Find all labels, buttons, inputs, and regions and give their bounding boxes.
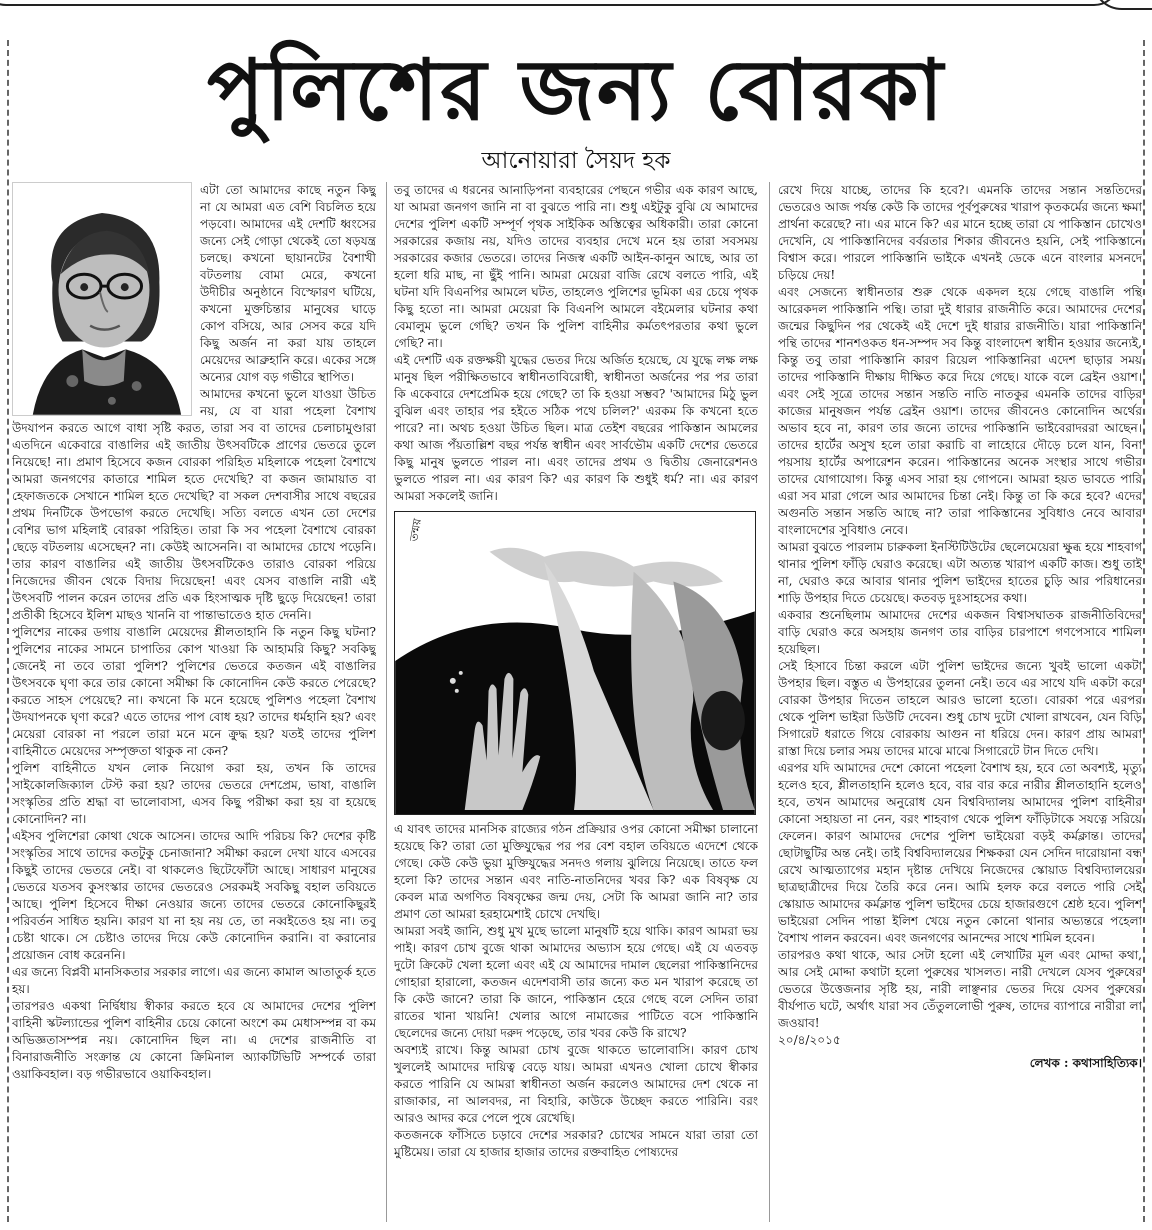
paragraph: আমরা সবই জানি, শুধু মুখ মুছে ভালো মানুষটি হয়ে থাকি। কারণ আমরা ভয় পাই। কারণ চোখ বুজে থাকা আমাদের অভ্যাস হয়ে গেছে। এই যে এতবড় দুটো ক্রিকেট খেলা হলো এবং এই যে আমাদের দামাল ছেলেরা পাকিস্তানিদের গোহারা হারালো, কতজন এদেশবাসী তার জন্যে কত মন খারাপ করেছে তা কি কেউ জানে? তারা কি জানে, পাকিস্তান হেরে গেছে বলে সেদিন তারা রাতের খানা খায়নি! খেলার আগে নামাজের পাটিতে বসে পাকিস্তানি ছেলেদের জন্যে দোয়া দরুদ পড়েছে, তার খবর কেউ কি রাখে? (394, 924, 758, 1040)
column-2 (394, 182, 758, 1230)
sign-role: কথাসাহিত্যিক। (1072, 1056, 1142, 1070)
paragraph: রেখে দিয়ে যাচ্ছে, তাদের কি হবে?। এমনকি তাদের সন্তান সন্ততিদের ভেতরেও আজ পর্যন্ত কেউ কি তাদের পূর্বপুরুষের খারাপ কৃতকর্মের জন্যে ক্ষমা প্রার্থনা করেছে? না। এর মানে কি? এর মানে হচ্ছে তারা যে পাকিস্তান চোখেও দেখেনি, যে পাকিস্তানিদের বর্বরতার শিকার জীবনেও হয়নি, সেই পাকিস্তানে বিশ্বাস করে। পারলে পাকিস্তানি ভাইকে এখনই ডেকে এনে বাংলার মসনদে চড়িয়ে দেয়! (778, 183, 1142, 282)
cut-line-right (1143, 40, 1145, 1222)
paragraph: কতজনকে ফাঁসিতে চড়াবে দেশের সরকার? চোখের সামনে যারা তারা তো মুষ্টিমেয়। তারা যে হাজার হাজার তাদের রক্তবাহিত পোষ্যদের (394, 1128, 758, 1159)
column-1 (12, 182, 376, 1230)
cartoon-illustration (394, 511, 756, 815)
paragraph: এইসব পুলিশেরা কোথা থেকে আসেন। তাদের আদি পরিচয় কি? দেশের কৃষ্টি সংস্কৃতির সাথে তাদের কতটুকু চেনাজানা? সমীক্ষা করলে দেখা যাবে এসবের কিছুই তাদের ভেতরে নেই। বা থাকলেও ছিটেফোঁটা আছে। সাধারণ মানুষের ভেতরে যতসব কুসংস্কার তাদের ভেতরেও সেরকমই সবকিছু বহাল তবিয়তে আছে। পুলিশ হিসেবে দীক্ষা নেওয়ার জন্যে তাদের ভেতরে কোনোকিছুরই পরিবর্তন সাধিত হয়নি। কারণ যা না হয় নয় তে, তা নব্বইতেও হয় না। তবু চেষ্টা থাকে। সে চেষ্টাও তাদের দিয়ে কেউ কোনোদিন করানি। বা করানোর প্রয়োজন বোধ করেননি। (12, 829, 376, 962)
paragraph: পুলিশ বাহিনীতে যখন লোক নিয়োগ করা হয়, তখন কি তাদের সাইকোলজিক্যাল টেস্ট করা হয়? তাদের ভেতরে দেশপ্রেম, ভাষা, বাঙালি সংস্কৃতির প্রতি শ্রদ্ধা বা ভালোবাসা, এসব কিছু পরীক্ষা করা হয় বা হয়েছে কোনোদিন? না। (12, 761, 376, 826)
headline: পুলিশের জন্য বোরকা (207, 41, 945, 139)
paragraph: এই দেশটি এক রক্তক্ষয়ী যুদ্ধের ভেতর দিয়ে অর্জিত হয়েছে, যে যুদ্ধে লক্ষ লক্ষ মানুষ ছিল পরীক্ষিতভাবে স্বাধীনতাবিরোধী, স্বাধীনতা অর্জনের পর পর তারা কি একেবারে দেশপ্রেমিক হয়ে গেছে? তা কি হওয়া সম্ভব? 'আমাদের মিঠু ভুল বুঝিল এবং তাহার পর হইতে সঠিক পথে চলিল?' এরকম কি কখনো হতে পারে? না। অথচ হওয়া উচিত ছিল। মাত্র তেইশ বছরের পাকিস্তান আমলের কথা আজ পঁয়তাল্লিশ বছর পর্যন্ত স্বাধীন এবং সার্বভৌম একটি দেশের ভেতরে কিছু মানুষ ভুলতে পারল না। এবং তাদের প্রথম ও দ্বিতীয় জেনারেশনও ভুলতে পারল না। এর কারণ কি? এর কারণ কি শুধুই ধর্ম? না। এর কারণ আমরা সকলেই জানি। (394, 353, 758, 503)
paragraph: সেই হিসাবে চিন্তা করলে এটা পুলিশ ভাইদের জন্যে খুবই ভালো একটা উপহার ছিল। বস্তুত এ উপহারের তুলনা নেই। তবে এর সাথে যদি একটা করে বোরকা উপহার দিতেন তাহলে আরও ভালো হতো। বোরকা পরে এরপর থেকে পুলিশ ভাইরা ডিউটি দেবেন। শুধু চোখ দুটো খোলা রাখবেন, যেন বিড়ি সিগারেট ধরাতে গিয়ে বোরকায় আগুন না ধরিয়ে দেন। কারণ প্রায় আমরা রাস্তা দিয়ে চলার সময় তাদের মাঝে মাঝে সিগারেটে টান দিতে দেখি। (778, 659, 1142, 758)
column-rule (386, 182, 387, 1222)
paragraph: একবার শুনেছিলাম আমাদের দেশের একজন বিশ্বাসঘাতক রাজনীতিবিদের বাড়ি ঘেরাও করে অসহায় জনগণ তার বাড়ির চারপাশে গণপেসাবে শামিল হয়েছিল। (778, 608, 1142, 656)
page-frame-top (0, 0, 1120, 6)
sign-label: লেখক : (1029, 1056, 1069, 1070)
paragraph: অবশ্যই রাখে। কিন্তু আমরা চোখ বুজে থাকতে ভালোবাসি। কারণ চোখ খুললেই আমাদের দায়িত্ব বেড়ে যায়। আমরা এখনও খোলা চোখে স্বীকার করতে পারিনি যে আমরা স্বাধীনতা অর্জন করলেও আমাদের দেশ থেকে না রাজাকার, না আলবদর, না বিহারি, কাউকে উচ্ছেদ করতে পারিনি। বরং আরও আদর করে পেলে পুষে রেখেছি। (394, 1043, 758, 1125)
author-portrait (12, 182, 192, 416)
column-rule (769, 182, 770, 1222)
author-byline: আনোয়ারা সৈয়দ হক (481, 148, 671, 174)
column-3 (778, 182, 1142, 1230)
paragraph: আমাদের কখনো ভুলে যাওয়া উচিত নয়, যে বা যারা পহেলা বৈশাখ উদযাপন করতে আগে বাধা সৃষ্টি করত, তারা সব বা তাদের চেলাচামুণ্ডারা এতদিনে একেবারে বাঙালির এই জাতীয় উৎসবটিকে প্রাণের ভেতরে তুলে নিয়েছে! না। প্রমাণ হিসেবে কজন বোরকা পরিহিত মহিলাকে পহেলা বৈশাখে আমরা জনগণের কাতারে শামিল হতে দেখেছি? বা কজন জামায়াত বা হেফাজতকে সেখানে শামিল হতে দেখেছি? বা সকল দেশবাসীর সাথে বছরের প্রথম দিনটিকে উপভোগ করতে দেখেছি। সত্যি বলতে এখন তো দেশের বেশির ভাগ মহিলাই বোরকা পরিহিত। তারা কি সব পহেলা বৈশাখে বোরকা ছেড়ে বটতলায় এসেছেন? না। কেউই আসেননি। বা আমাদের চোখে পড়েনি। তার কারণ বাঙালির এই জাতীয় উৎসবটিকেও তারাও বোরকা পরিয়ে নিজেদের জীবন থেকে বিদায় দিয়েছেন! এবং যেসব বাঙালি নারী এই উৎসবটি পালন করেন তাদের প্রতি এক হিংসাত্মক দৃষ্টি ছুড়ে দিয়েছেন! তারা প্রতীকী হিসেবে ইলিশ মাছও খাননি বা পান্তাভাতেও হাত দেননি। (12, 387, 376, 622)
paragraph: পুলিশের নাকের ডগায় বাঙালি মেয়েদের শ্লীলতাহানি কি নতুন কিছু ঘটনা? পুলিশের নাকের সামনে চাপাতির কোপ খাওয়া কি আহামরি কিছু? সবকিছু জেনেই না তবে তারা পুলিশ? পুলিশের ভেতরে কতজন এই বাঙালির উৎসবকে ঘৃণা করে তার কোনো সমীক্ষা কি কোনোদিন কেউ করতে পেরেছে? করতে সাহস পেয়েছে? না। কখনো কি মনে হয়েছে পুলিশও পহেলা বৈশাখ উদযাপনকে ঘৃণা করে? এতে তাদের পাপ বোধ হয়? তাদের ধর্মহানি হয়? এবং মেয়েরা বোরকা না পরলে তারা মনে মনে ক্রুদ্ধ হয়? যতই তাদের পুলিশ বাহিনীতে মেয়েদের সম্পৃক্ততা থাকুক না কেন? (12, 625, 376, 758)
paragraph: এটা তো আমাদের কাছে নতুন কিছু না যে আমরা এত বেশি বিচলিত হয়ে পড়বো। আমাদের এই দেশটি ধ্বংসের জন্যে সেই গোড়া থেকেই তো ষড়যন্ত্র চলছে। কখনো ছায়ানটের বৈশাখী বটতলায় বোমা মেরে, কখনো উদীচীর অনুষ্ঠানে বিস্ফোরণ ঘটিয়ে, কখনো মুক্তচিন্তার মানুষের ঘাড়ে কোপ বসিয়ে, আর সেসব করে যদি কিছু অর্জন না করা যায় তাহলে মেয়েদের আব্রুহানি করে। একের সঙ্গে অন্যের যোগ বড় গভীরে স্থাপিত। (200, 183, 376, 384)
cut-line-left (7, 40, 9, 1222)
paragraph: তারপরও কথা থাকে, আর সেটা হলো এই লেখাটির মূল এবং মোদ্দা কথা, আর সেই মোদ্দা কথাটা হলো পুরুষের খাসলত। নারী দেখলে যেসব পুরুষের ভেতরে উত্তেজনার সৃষ্টি হয়, নারী লাঞ্ছনার ভেতর দিয়ে যেসব পুরুষের বীর্যপাত ঘটে, অর্থাৎ যারা সব তেঁতুললোভী পুরুষ, তাদের ব্যাপারে নারীরা লা জওয়াব! (778, 948, 1142, 1030)
paragraph: এরপর যদি আমাদের দেশে কোনো পহেলা বৈশাখ হয়, হবে তো অবশ্যই, মৃত্যু হলেও হবে, শ্লীলতাহানি হলেও হবে, বার বার করে নারীর শ্লীলতাহানি হলেও হবে, তখন আমাদের অনুরোধ যেন বিশ্ববিদ্যালয় আমাদের পুলিশ বাহিনীর কোনো সহায়তা না নেন, বরং শাহবাগ থেকে পুলিশ ফাঁড়িটাকে সযত্নে সরিয়ে ফেলেন। কারণ আমাদের দেশের পুলিশ ভাইয়েরা বড়ই কর্মক্লান্ত। তাদের ছোটাছুটির অন্ত নেই। তাই বিশ্ববিদ্যালয়ের শিক্ষকরা যেন সেদিন দারোয়ানা বন্ধ রেখে আত্মত্যাগের মহান দৃষ্টান্ত দেখিয়ে নিজেদের স্কোয়াড বিশ্ববিদ্যালয়ের ছাত্রছাত্রীদের দিয়ে তৈরি করে নেন। আমি হলফ করে বলতে পারি সেই স্কোয়াড আমাদের কর্মক্লান্ত পুলিশ ভাইদের চেয়ে হাজারগুণে শ্রেষ্ঠ হবে। পুলিশ ভাইয়েরা সেদিন পান্তা ইলিশ খেয়ে নতুন কোনো থানার অভ্যন্তরে পহেলা বৈশাখ পালন করবেন। এবং জনগণের আনন্দের সাথে শামিল হবেন। (778, 761, 1142, 945)
author-sign (778, 1055, 1142, 1072)
date: ২০/৪/২০১৫ (778, 1033, 841, 1047)
illustrator-signature: তন্ময় (407, 517, 424, 543)
paragraph: আমরা বুঝতে পারলাম চারুকলা ইনস্টিটিউটের ছেলেমেয়েরা ক্ষুব্ধ হয়ে শাহবাগ থানার পুলিশ ফাঁড়ি ঘেরাও করেছে। এটা অত্যন্ত খারাপ একটি কাজ। শুধু তাই না, ঘেরাও করে আবার থানার পুলিশ ভাইদের হাতের চুড়ি আর পরিধানের শাড়ি উপহার দিতে চেয়েছে। কতবড় দুঃসাহসের কথা। (778, 540, 1142, 605)
paragraph: এর জন্যে বিপ্লবী মানসিকতার সরকার লাগে। এর জন্যে কামাল আতাতুর্ক হতে হয়। (12, 965, 376, 996)
paragraph: তারপরও একথা নির্দ্বিধায় স্বীকার করতে হবে যে আমাদের দেশের পুলিশ বাহিনী স্কটল্যান্ডের পুলিশ বাহিনীর চেয়ে কোনো অংশে কম মেধাসম্পন্ন বা কম অভিজ্ঞতাসম্পন্ন নয়। কোনোদিন ছিল না। এ দেশের রাজনীতি বা বিনারাজনীতি সংক্রান্ত যে কোনো ক্রিমিনাল অ্যাকটিভিটি সম্পর্কে তারা ওয়াকিবহাল। বড় গভীরভাবে ওয়াকিবহাল। (12, 999, 376, 1081)
paragraph: এবং সেজন্যে স্বাধীনতার শুরু থেকে একদল হয়ে গেছে বাঙালি পন্থি আরেকদল পাকিস্তানি পন্থি। তারা দুই ধারার রাজনীতি করে। আমাদের দেশের জন্মের কিছুদিন পর থেকেই এই দেশে দুই ধারার রাজনীতি। যারা পাকিস্তানি পন্থি তাদের শানশওকত ধন-সম্পদ সব কিন্তু বাংলাদেশ স্বাধীন হওয়ার জন্যেই, কিন্তু তবু তারা পাকিস্তানি কারণ রিয়েল পাকিস্তানিরা এদেশ ছাড়ার সময় তাদের পাকিস্তানি দীক্ষায় দীক্ষিত করে দিয়ে গেছে। যাকে বলে ব্রেইন ওয়াশ। এবং সেই সূত্রে তাদের সন্তান সন্ততি নাতি নাতকুর এমনকি তাদের বাড়ির কাজের মানুষজন পর্যন্ত ব্রেইন ওয়াশ। তাদের জীবনেও কোনোদিন অর্থের অভাব হবে না, কারণ তার জন্যে তাদের পাকিস্তানি ভাইবেরাদররা আছেন। তাদের হার্টের অসুখ হলে তারা করাচি বা লাহোরে দৌড়ে চলে যান, বিনা পয়সায় হার্টের অপারেশন করেন। পাকিস্তানের অনেক সংস্থার সাথে গভীর তাদের যোগাযোগ। কিন্তু এসব সারা হয় গোপনে। আমরা হয়ত ভাবতে পারি এরা সব মারা গেলে আর আমাদের চিন্তা নেই। কিন্তু তা কি করে হবে? এদের অগুনতি সন্তান সন্ততি আছে না? তারা পাকিস্তানের সুবিধাও নেবে আবার বাংলাদেশের সুবিধাও নেবে। (778, 285, 1142, 537)
paragraph: এ যাবৎ তাদের মানসিক রাজ্যের গঠন প্রক্রিয়ার ওপর কোনো সমীক্ষা চালানো হয়েছে কি? তারা তো মুক্তিযুদ্ধের পর পর বেশ বহাল তবিয়তে এদেশে থেকে গেছে। কেউ কেউ ভুয়া মুক্তিযুদ্ধের সনদও গলায় ঝুলিয়ে নিয়েছে। তাতে ফল হলো কি? তাদের সন্তান এবং নাতি-নাতনিদের খবর কি? এক বিষবৃক্ষ যে কেবল মাত্র অগণিত বিষবৃক্ষের জন্ম দেয়, সেটা কি আমরা জানি না? তার প্রমাণ তো আমরা হরহামেশাই চোখে দেখছি। (394, 822, 758, 921)
paragraph: তবু তাদের এ ধরনের আনাড়িপনা ব্যবহারের পেছনে গভীর এক কারণ আছে, যা আমরা জনগণ জানি না বা বুঝতে পারি না। শুধু এইটুকু বুঝি যে আমাদের দেশের পুলিশ একটি সম্পূর্ণ পৃথক সাইকিক অস্তিত্বের অধিকারী। তারা কোনো সরকারের কজায় নয়, যদিও তাদের ব্যবহার দেখে মনে হয় তারা সবসময় সরকারের কজার ভেতরে। তাদের নিজস্ব একটি আইন-কানুন আছে, আর তা হলো ধরি মাছ, না ছুঁই পানি। আমরা মেয়েরা বাজি রেখে বলতে পারি, এই ঘটনা যদি বিএনপির আমলে ঘটত, তাহলেও পুলিশের ভূমিকা এর চেয়ে পৃথক কিছু হতো না। আমরা মেয়েরা কি বিএনপি আমলে বইমেলার ঘটনার কথা বেমালুম ভুলে গেছি? তখন কি পুলিশ বাহিনীর কর্মতৎপরতার কথা ভুলে গেছি? না। (394, 183, 758, 350)
